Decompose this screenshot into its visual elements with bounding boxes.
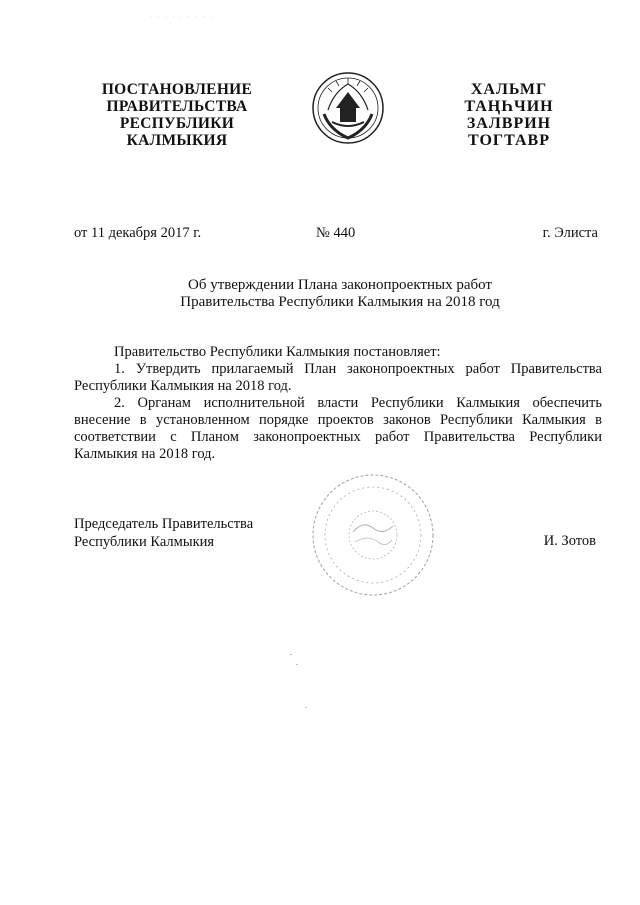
document-title (100, 277, 580, 311)
document-body (74, 344, 602, 463)
scan-artifact-speck (290, 654, 292, 655)
header-left-russian (82, 81, 272, 149)
signature-position (74, 515, 253, 551)
signature-position-line-2: Республики Калмыкия (74, 534, 215, 550)
header-right-line-1: ХАЛЬМГ (470, 81, 548, 98)
scan-artifact-speck (296, 664, 298, 665)
header-right-kalmyk (444, 81, 574, 149)
header-left-line-2: ПРАВИТЕЛЬСТВА (106, 98, 248, 115)
header-right-line-4: ТОГТАВР (468, 132, 550, 149)
coat-of-arms-icon (310, 70, 386, 146)
header-right-line-2: ТАҢҺЧИН (464, 98, 554, 115)
official-seal-stamp (308, 470, 438, 600)
document-city: г. Элиста (542, 225, 598, 241)
scan-artifact-dots: · · · · · · · · · (150, 14, 214, 20)
body-item-1: 1. Утвердить прилагаемый План законопроектных работ Правительства Республики Калмыкия на 2018 год. (74, 361, 602, 394)
signature-position-line-1: Председатель Правительства (74, 516, 254, 532)
document-date: от 11 декабря 2017 г. (74, 225, 202, 241)
header-left-line-3: РЕСПУБЛИКИ (119, 115, 235, 132)
scan-artifact-speck (305, 707, 307, 708)
body-intro: Правительство Республики Калмыкия постановляет: (114, 344, 441, 360)
header-left-line-1: ПОСТАНОВЛЕНИЕ (101, 81, 253, 98)
signatory-name: И. Зотов (543, 533, 596, 549)
document-title-line-2: Правительства Республики Калмыкия на 2018 год (180, 294, 500, 310)
document-number: № 440 (316, 225, 356, 241)
header-left-line-4: КАЛМЫКИЯ (126, 132, 228, 149)
document-title-line-1: Об утверждении Плана законопроектных работ (188, 277, 492, 293)
header-right-line-3: ЗАЛВРИН (466, 115, 552, 132)
body-item-2: 2. Органам исполнительной власти Республики Калмыкия обеспечить внесение в установленном порядке проектов законов Республики Калмыкия в соответствии с Планом законопроектных работ Правительства Республики Калмыкия на 2018 год. (74, 395, 602, 462)
